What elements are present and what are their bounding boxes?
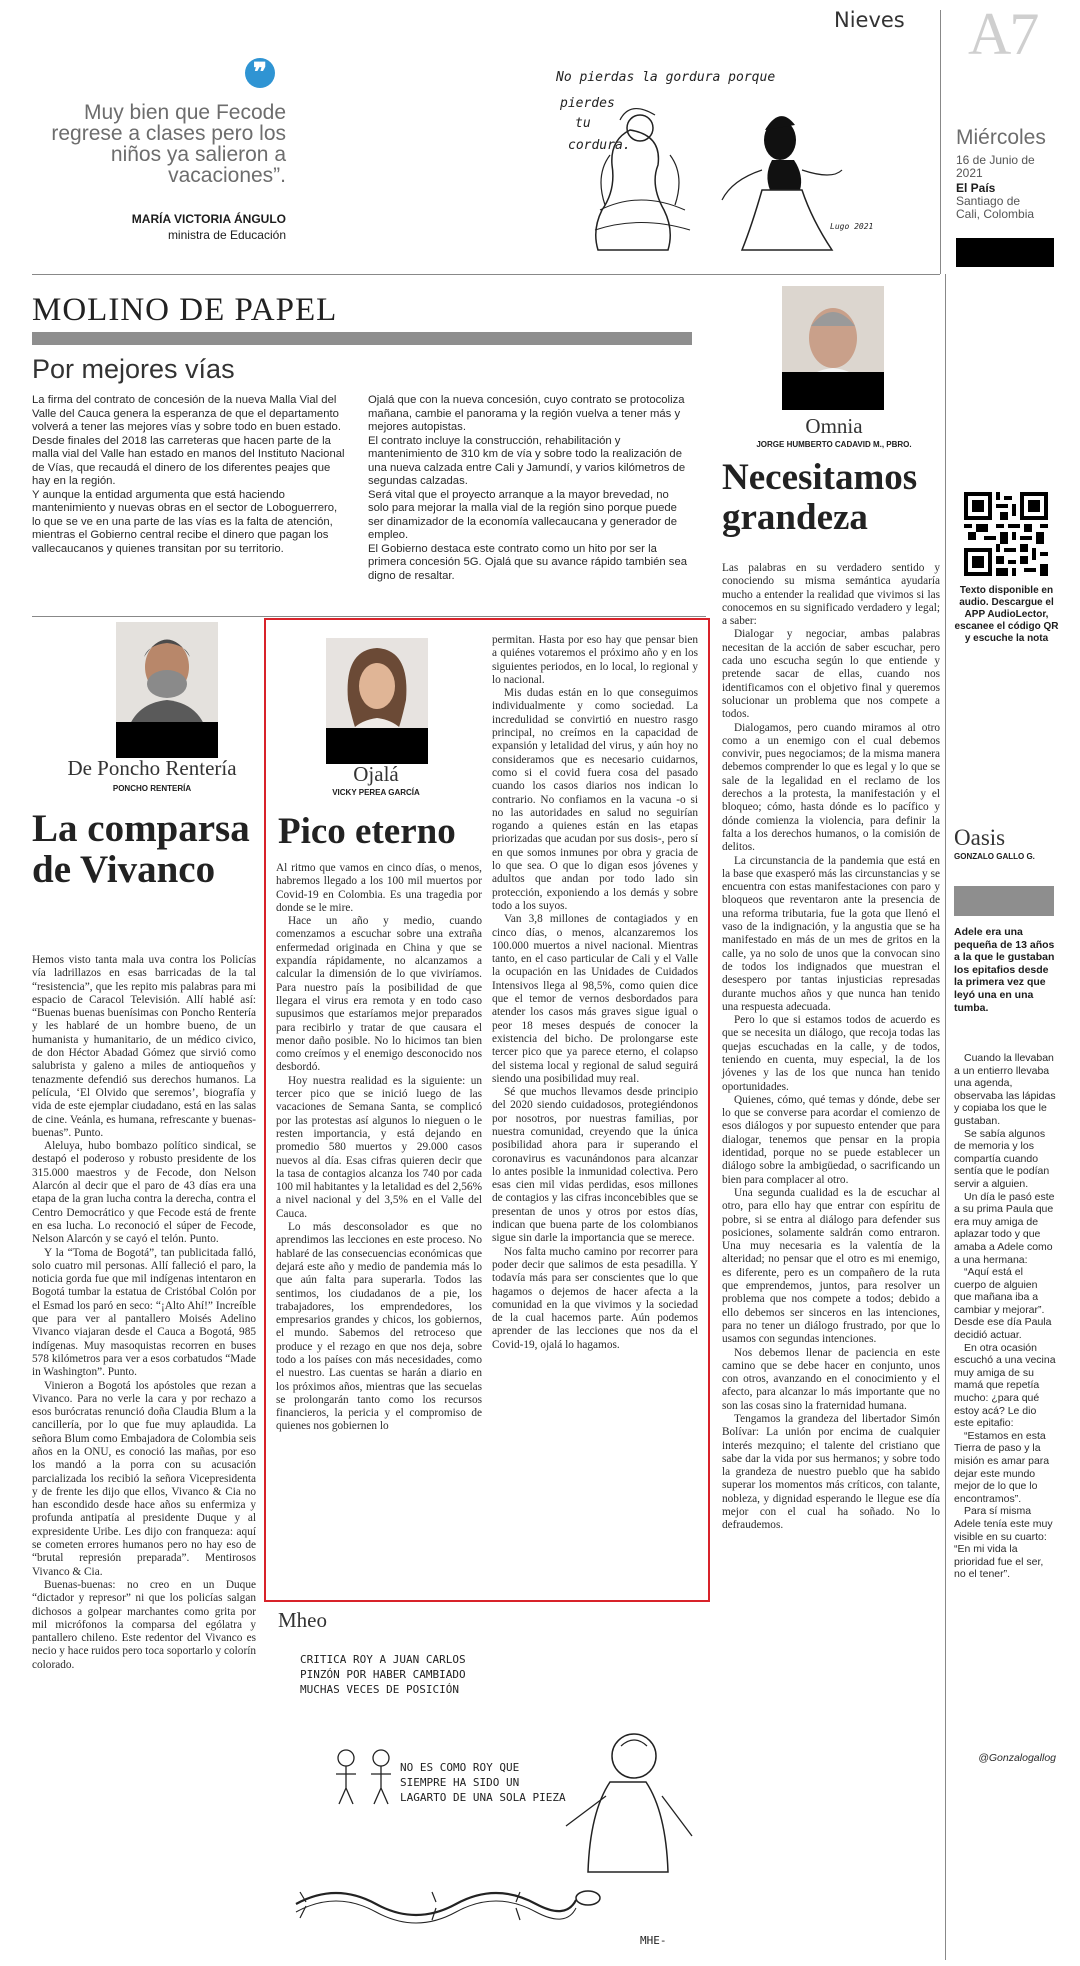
- article-title: Necesitamos grandeza: [722, 457, 918, 538]
- cartoon-text-2: pierdes: [560, 96, 615, 111]
- paragraph: Quienes, cómo, qué temas y dónde, debe ser lo que se converse para acordar el comienzo de esos diálogos y por supuesto entender que para dialogar, tenemos que pensar en la propia identidad, porque no se puede establecer un diálogo sobre la ambigüedad, o sacrificando un bien para complacer al otro.: [722, 1093, 940, 1186]
- paragraph: Hoy nuestra realidad es la siguiente: un tercer pico que se inició luego de las vacaciones de Semana Santa, se complicó por las protestas así algunos lo nieguen o le resten importancia, y está dejando en promedio 580 muertos y 29.000 casos nuevos al día. Esas cifras quieren decir que la tasa de contagios alcanza los 740 por cada 100 mil habitantes y la letalidad es del 2,56% a nivel nacional y del 3,5% en el Valle del Cauca.: [276, 1074, 482, 1220]
- paragraph: Mis dudas están en lo que conseguimos individualmente y como sociedad. La incredulidad se convirtió en nuestro rasgo principal, no creímos en la capacidad de expansión y letalidad del virus, y aún hoy no consideramos que es necesario cuidarnos, como si el covid fuera cosa del pasado cuando los casos diarios nos indican lo contrario. No confiamos en la vacuna -o si no las autoridades en salud no seguirían rogando a quienes están en las etapas priorizadas que acudan por sus dosis-, pero sí en que somos inmunes por obra y gracia de lo que sea. O que lo digan esos jóvenes y adultos que andan por todo lado sin protección, exponiendo a los demás y sobre todo a los suyos.: [492, 687, 698, 912]
- quote-mark-icon: ❞: [245, 58, 275, 88]
- quote-text: Muy bien que Fecode regrese a clases pero los niños ya salieron a vacaciones”.: [51, 101, 286, 187]
- paragraph: En otra ocasión escuchó a una vecina muy amiga de su mamá que repetía mucho: ¿para qué estoy acá? Le dio este epitafio:: [954, 1341, 1056, 1430]
- paragraph: Nos falta mucho camino por recorrer para poder decir que salimos de esta pesadilla. Y todavía más para ser conscientes que lo que hagamos o dejemos de hacer afecta a la comunidad en la que vivimos y la sociedad de la cual hacemos parte. Aún podemos aprender de las lecciones que nos da el Covid-19, ojalá lo hagamos.: [492, 1245, 698, 1351]
- cartoon-title: Mheo: [278, 1608, 327, 1632]
- divider: [32, 616, 706, 617]
- editorial-col-2: Ojalá que con la nueva concesión, cuyo contrato se protocoliza mañana, cambie el panorama y la región vuelva a tener más y mejores autopistas. El contrato incluye la construcción, rehabilitación y mantenimiento de 310 km de vía y sobre todo la realización de una nueva calzada entre Cali y Jamundí, y varios kilómetros de segundas calzadas. Será vital que el proyecto arranque a la mayor brevedad, no solo para mejorar la malla vial de la región sino porque puede ser dinamizador de la economía vallecaucana y generador de empleo. El Gobierno destaca este contrato como un hito por ser la primera concesión 5G. Ojalá que su avance rápido también sea digno de resaltar.: [368, 394, 688, 582]
- column-author: VICKY PEREA GARCÍA: [332, 788, 420, 797]
- paragraph: Dialogamos, pero cuando miramos al otro como a un enemigo con el cual debemos convivir, pues negociamos; de la misma manera debemos comprender lo que es legal y lo que se sale de la legalidad en el reclamo de los derechos a la protesta, la manifestación y el bloqueo; cómo, hasta dónde es lo pacífico y dónde comienza la violencia, para definir la falta a los derechos humanos, o la comisión de delitos.: [722, 721, 940, 854]
- paragraph: Tengamos la grandeza del libertador Simón Bolívar: La unión por encima de cualquier interés mezquino; el talente del cristiano que sabe dar la vida por sus hermanos; y sobre todo la grandeza de nuestro pueblo que ha sabido superar los momentos más críticos, con talante, nobleza, y dignidad esperando le llegue ese día mejor con el cual ha soñado. No lo defraudemos.: [722, 1413, 940, 1532]
- cartoon-drawing: [276, 1636, 706, 1956]
- paragraph: Una segunda cualidad es la de escuchar al otro, para ello hay que entrar con espíritu de pobre, si se entra al diálogo para defender sus posiciones, solamente saldrán como entraron. Una muy necesaria es la valentía de la alteridad; no pensar que el otro es mi enemigo, es diferente, pero es un compañero de la ruta que emprendemos, juntos, para resolver un problema que nos compete a todos; debido a ello debemos ser sinceros en las intenciones, para no tener un diálogo frustrado, por que lo usamos con segundas intenciones.: [722, 1186, 940, 1346]
- cartoon-text-3: tu: [575, 116, 591, 131]
- article-col-a: [276, 862, 482, 1434]
- qr-code-icon[interactable]: [964, 492, 1048, 576]
- quote-author: MARÍA VICTORIA ÁNGULO: [131, 212, 286, 226]
- paragraph: Buenas-buenas: no creo en un Duque “dictador y represor” ni que los policías salgan dichosos a golpear marchantes como grita por mil micrófonos la comparsa del ególatra y pantallero chileno. Este redentor del Vivanco es necio y hace ruidos pero toca soportarlo y colorín colorado.: [32, 1578, 256, 1671]
- gray-bar: [32, 332, 692, 345]
- cartoon-text-1: No pierdas la gordura porque: [556, 70, 776, 85]
- editorial-title: Por mejores vías: [32, 354, 235, 384]
- paragraph: permitan. Hasta por eso hay que pensar bien a quiénes votaremos el próximo año y en los siguientes periodos, en lo local, lo regional y lo nacional.: [492, 634, 698, 686]
- column-author: JORGE HUMBERTO CADAVID M., PBRO.: [756, 440, 912, 449]
- divider: [32, 274, 940, 275]
- divider: [945, 274, 946, 1960]
- article-body: [32, 954, 256, 1672]
- paragraph: Un día le pasó este a su prima Paula que era muy amiga de aplazar todo y que amaba a Adele como a una hermana:: [954, 1190, 1055, 1266]
- paragraph: Van 3,8 millones de contagiados y en cinco días, o menos, alcanzaremos los 100.000 muertos a nivel nacional. Mientras tanto, en el caso particular de Cali y el Valle la ocupación en las Unidades de Cuidados Intensivos llega al 98,5%, como quien dice que el temor de vernos desbordados para atender los casos más graves sigue igual o peor 18 meses después de conocer la existencia del bicho. De prolongarse este tercer pico que ya parece eterno, el colapso del sistema local y regional de salud seguirá siendo una posibilidad muy real.: [492, 913, 698, 1085]
- date-text: 16 de Junio de 2021: [956, 153, 1035, 180]
- cartoon-text-1: CRITICA ROY A JUAN CARLOS PINZÓN POR HABER CAMBIADO MUCHAS VECES DE POSICIÓN: [300, 1653, 466, 1696]
- column-author: PONCHO RENTERÍA: [112, 784, 192, 793]
- column-name: Ojalá: [353, 762, 399, 786]
- column-name: Oasis: [954, 825, 1006, 850]
- paragraph: Lo más desconsolador es que no aprendimos las lecciones en este proceso. No hablaré de las consecuencias económicas que dejará este año y medio de pandemia más lo que aún falta para superarla. Todos las sentimos, los ciudadanos de a pie, los trabajadores, los emprendedores, los empresarios grandes y chicos, los gobiernos, el mundo. Sabemos del retroceso que produce y el rezago en que nos deja, sobre todo a los países con más necesidades, como el nuestro. Las cuentas se harán a diario en los próximos años, mientras que las secuelas se prolongarán tanto como los recursos financieros, la pericia y el compromiso de quienes nos gobiernen lo: [276, 1221, 482, 1433]
- paragraph: Se sabía algunos de memoria y los compartía cuando sentía que le podían servir a alguien.: [954, 1127, 1050, 1190]
- paragraph: Las palabras en su verdadero sentido y conociendo su misma semántica ayudaría mucho a entender la realidad que vivimos si las conocemos en su significado verdadero y legal; a saber:: [722, 562, 940, 628]
- author-handle: @Gonzalogallog: [978, 1752, 1056, 1764]
- article-body: [722, 562, 940, 1533]
- paragraph: Vinieron a Bogotá los apóstoles que rezan a Vivanco. Para no verle la cara y por rechazo a esos burócratas renunció doña Claudia Blum a la cancillería, por lo que fue muy aplaudida. La señora Blum como Embajadora de Colombia seis años en la ONU, es conoció las mañas, por eso los mandó a la porra con su acusación parcializada los recibió la señora Vicepresidenta y de frente les dijo que ellos, Vivanco & Cia no han escondido desde hace años su enfermiza y profunda antipatía al presidente Duque y al expresidente Uribe. Les dijo con franqueza: aquí se cometen errores humanos pero no hay eso de “brutal represión preparada”. Mentirosos Vivanco & Cia.: [32, 1379, 256, 1578]
- column-name: Omnia: [805, 414, 863, 438]
- paragraph: Cuando la llevaban a un entierro llevaba una agenda, observaba las lápidas y copiaba los que le gustaban.: [954, 1052, 1056, 1127]
- paragraph: “Aquí está el cuerpo de alguien que mañana iba a cambiar y mejorar”. Desde ese día Paula decidió actuar.: [954, 1266, 1052, 1342]
- cartoon-signature: Lugo 2021: [830, 222, 874, 231]
- paragraph: Al ritmo que vamos en cinco días, o menos, habremos llegado a los 100 mil muertos por Covid-19 en Colombia. Es una tragedia por donde se le mire.: [276, 862, 482, 914]
- cartoon-bottom: [276, 1636, 706, 1956]
- paragraph: Para sí misma Adele tenía este muy visible en su cuarto: “En mi vida la prioridad fue el ser, no el tener”.: [954, 1505, 1053, 1581]
- article-body: [954, 1052, 1056, 1581]
- paragraph: Sé que muchos llevamos desde principio del 2020 siendo cuidadosos, protegiéndonos por nosotros, por nuestras familias, por nuestra comunidad, creyendo que la única posibilidad ahora para ir superando el coronavirus es vacunándonos para alcanzar lo antes posible la inmunidad colectiva. Pero esas cien mil vidas perdidas, esos millones de contagios y las cifras inconcebibles que se presentan de unos y otros por estos días, indican que buena parte de los colombianos sigue sin darle la importancia que se merece.: [492, 1086, 698, 1245]
- paragraph: Hace un año y medio, cuando comenzamos a escuchar sobre una extraña enfermedad originada en China y que se expandía rápidamente, no alcanzamos a calcular la dimensión de lo que viviríamos. Para nuestro país la posibilidad de que llegara el virus era remota y en todo caso supusimos que estaríamos mejor preparados para recibirlo y tratar de que causara el menor daño posible. No lo hicimos tan bien como creímos y el enemigo desconocido nos desbordó.: [276, 915, 482, 1074]
- editorial-col-1: La firma del contrato de concesión de la nueva Malla Vial del Valle del Cauca genera la esperanza de que el departamento volverá a tener las mejores vías y sobre todo en buen estado. Desde finales del 2018 las carreteras que hacen parte de la malla vial del Valle han estado en manos del Instituto Nacional de Vías, que recaudá el dinero de los diferentes peajes que hay en la región. Y aunque la entidad argumenta que está haciendo mantenimiento y nuevas obras en el sector de Loboguerrero, lo que se ve en una parte de las vías es la falta de atención, mientras el Gobierno central recibe el dinero que pagan los vallecaucanos y quienes transitan por su territorio.: [32, 394, 345, 555]
- article-col-b: [492, 634, 698, 1352]
- date-day: Miércoles: [956, 126, 1046, 149]
- paragraph: Hemos visto tanta mala uva contra los Policías vía ladrillazos en esas barricadas de la tal “resistencia”, que les repito mis palabras para mi espacio de Caracol Televisión. Allí hablé así: “Buenas buenas buenísimas con Poncho Rentería y les hablaré de un hombre bueno, de un humanista y humanitario, de un médico civico, de don Héctor Abadad Gómez que sirvió como salubrista y galeno a miles de antioqueños y tenazmente defendió sus derechos humanos. La película, ‘El Olvido que seremos’, biografía y vida de este ejemplar ciudadano, está en las salas de cine. Veánla, es humana, refrescante y buenas-buenas”. Punto.: [32, 954, 256, 1139]
- redacted-bar: [116, 722, 218, 758]
- paragraph: Aleluya, hubo bombazo político sindical, se destapó el poderoso y robusto presidente de los 315.000 maestros y de Fecode, don Nelson Alarcón al decir que el paro de 43 días era una etapa de la gran lucha contra la derecha, contra el Centro Democrático y que Fecode está de frente en esa lucha. Lo reconoció el súper de Fecode, Nelson Alarcón y se cayó el telón. Punto.: [32, 1140, 256, 1246]
- article-title: Pico eterno: [278, 811, 456, 852]
- divider: [940, 10, 941, 274]
- article-lead: Adele era una pequeña de 13 años a la que le gustaban los epitafios desde la primera vez que leyó una en una tumba.: [954, 926, 1055, 1014]
- editorial-section-title: MOLINO DE PAPEL: [32, 292, 338, 328]
- gray-bar: [954, 886, 1054, 916]
- paragraph: “Estamos en esta Tierra de paso y la misión es amar para dejar este mundo mejor de lo que lo encontramos”.: [954, 1429, 1050, 1505]
- redacted-bar: [956, 238, 1054, 267]
- paragraph: Dialogar y negociar, ambas palabras necesitan de la acción de saber escuchar, pero cada uno escucha según lo que entiende y pretende sacar de ellas, cuando nos identificamos con el objetivo final y queremos solucionar un problema que nos compete a todos.: [722, 628, 940, 721]
- cartoon-text-2: NO ES COMO ROY QUE SIEMPRE HA SIDO UN LAGARTO DE UNA SOLA PIEZA: [400, 1761, 566, 1804]
- paragraph: La circunstancia de la pandemia que está en la base que exasperó más las circunstancias y se encuentra con estas manifestaciones con paro y bloqueos que reventaron ante la presencia de una reforma tributaria, fue la gota que llenó el vaso de la indignación, y la angustia que se ha manifestado en más de un mes de gritos en la calle, ya no solo de unos que la convocan sino de todos los indignados que muestran el desespero por tantas injusticias represadas durante muchos años y que nunca han tenido una respuesta adecuada.: [722, 854, 940, 1013]
- paragraph: Pero lo que si estamos todos de acuerdo es que se necesita un diálogo, que recoja todas las quejas escuchadas en la calle, y de todos, teniendo en cuenta, muy especial, la de los jóvenes y las de los que nunca han tenido oportunidades.: [722, 1014, 940, 1093]
- paragraph: Y la “Toma de Bogotá”, tan publicitada falló, solo cuatro mil personas. Allí falleció el paro, la noticia gorda fue que mil indígenas intentaron en Bogotá tumbar la estatua de Cristóbal Colón por el Esmad los paró en seco: “¡Alto Ahí!” Increíble que para ver al pantallero Moisés Adelino Vivanco viajaran desde el Cauca a Bogotá, 985 indígenas. Muy masoquistas recorren en buses 578 kilómetros para ver a esos corbatudos “Made in Washington”. Punto.: [32, 1246, 256, 1379]
- paper-name: El País: [956, 181, 996, 195]
- section-name: Nieves: [834, 8, 905, 32]
- redacted-bar: [782, 372, 884, 410]
- article-title: La comparsa de Vivanco: [32, 807, 250, 891]
- page-number: A7: [968, 1, 1038, 67]
- cartoon-text-4: cordura.: [568, 138, 631, 153]
- quote-role: ministra de Educación: [167, 228, 286, 242]
- cartoon-signature: MHE-: [640, 1934, 667, 1947]
- qr-note: Texto disponible en audio. Descargue el APP AudioLector, escanee el código QR y escuche la nota: [954, 585, 1059, 644]
- column-name: De Poncho Rentería: [67, 756, 237, 780]
- redacted-bar: [326, 728, 428, 764]
- city-text: Santiago de Cali, Colombia: [956, 194, 1035, 221]
- paragraph: Nos debemos llenar de paciencia en este camino que se debe hacer en conjunto, unos con otros, avanzando en el conocimiento y el afecto, para alcanzar lo más importante que no son las cosas sino la fraternidad humana.: [722, 1346, 940, 1412]
- column-author: GONZALO GALLO G.: [954, 852, 1035, 861]
